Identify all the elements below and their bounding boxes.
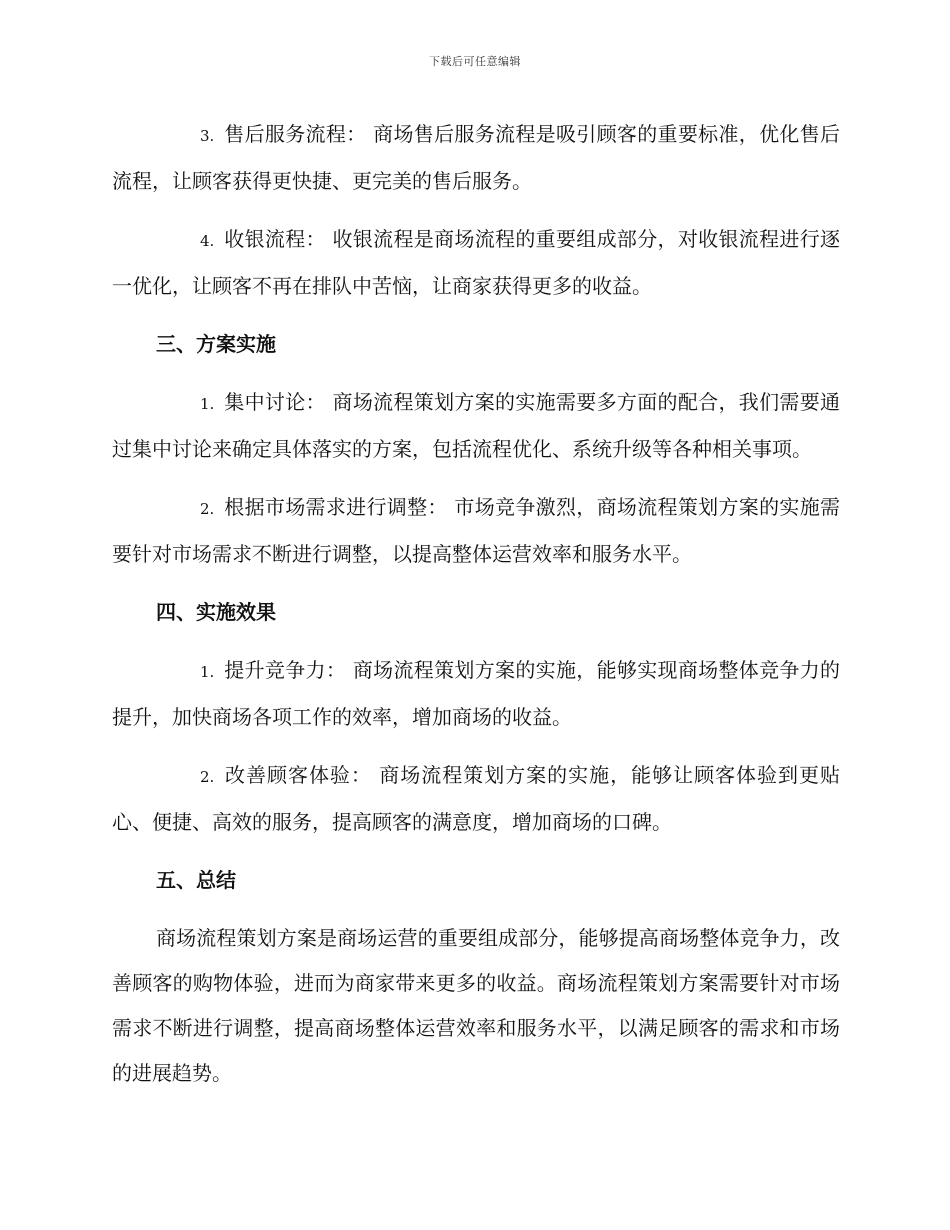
item-number: 1. xyxy=(200,663,215,681)
item-number: 3. xyxy=(200,127,215,145)
section-heading: 三、方案实施 xyxy=(156,332,276,356)
summary-paragraph: 商场流程策划方案是商场运营的重要组成部分，能够提高商场整体竞争力，改善顾客的购物体验，进而为商家带来更多的收益。商场流程策划方案需要针对市场需求不断进行调整，提高商场整体运营效率和服务水平，以满足顾客的需求和市场的进展趋势。 xyxy=(112,926,840,1085)
page-header: 下载后可任意编辑 xyxy=(429,55,521,68)
item-text: 商场流程策划方案的实施需要多方面的配合，我们需要通过集中讨论来确定具体落实的方案，包括流程优化、系统升级等各种相关事项。 xyxy=(112,390,841,461)
item-text: 商场流程策划方案的实施，能够实现商场整体竞争力的提升，加快商场各项工作的效率，增加商场的收益。 xyxy=(112,658,841,729)
item-term: 收银流程： xyxy=(224,227,326,251)
item-number: 4. xyxy=(200,232,215,250)
section-heading: 五、总结 xyxy=(156,868,236,892)
list-item xyxy=(112,217,840,309)
list-item xyxy=(112,380,840,472)
list-item xyxy=(112,112,840,204)
list-item xyxy=(112,648,840,740)
item-term: 提升竞争力： xyxy=(224,658,347,682)
section-heading: 四、实施效果 xyxy=(156,600,276,624)
item-number: 2. xyxy=(200,768,215,786)
list-item xyxy=(112,485,840,577)
item-term: 根据市场需求进行调整： xyxy=(224,495,448,519)
list-item xyxy=(112,753,840,845)
item-text: 商场流程策划方案的实施，能够让顾客体验到更贴心、便捷、高效的服务，提高顾客的满意度，增加商场的口碑。 xyxy=(112,763,841,834)
item-text: 市场竞争激烈，商场流程策划方案的实施需要针对市场需求不断进行调整，以提高整体运营效率和服务水平。 xyxy=(112,495,841,566)
item-term: 集中讨论： xyxy=(224,390,326,414)
item-term: 售后服务流程： xyxy=(224,122,367,146)
item-number: 2. xyxy=(200,500,215,518)
item-term: 改善顾客体验： xyxy=(224,763,372,787)
item-text: 商场售后服务流程是吸引顾客的重要标准，优化售后流程，让顾客获得更快捷、更完美的售后服务。 xyxy=(112,122,841,193)
item-number: 1. xyxy=(200,395,215,413)
item-text: 收银流程是商场流程的重要组成部分，对收银流程进行逐一优化，让顾客不再在排队中苦恼，让商家获得更多的收益。 xyxy=(112,227,841,298)
document-body xyxy=(112,112,840,1109)
